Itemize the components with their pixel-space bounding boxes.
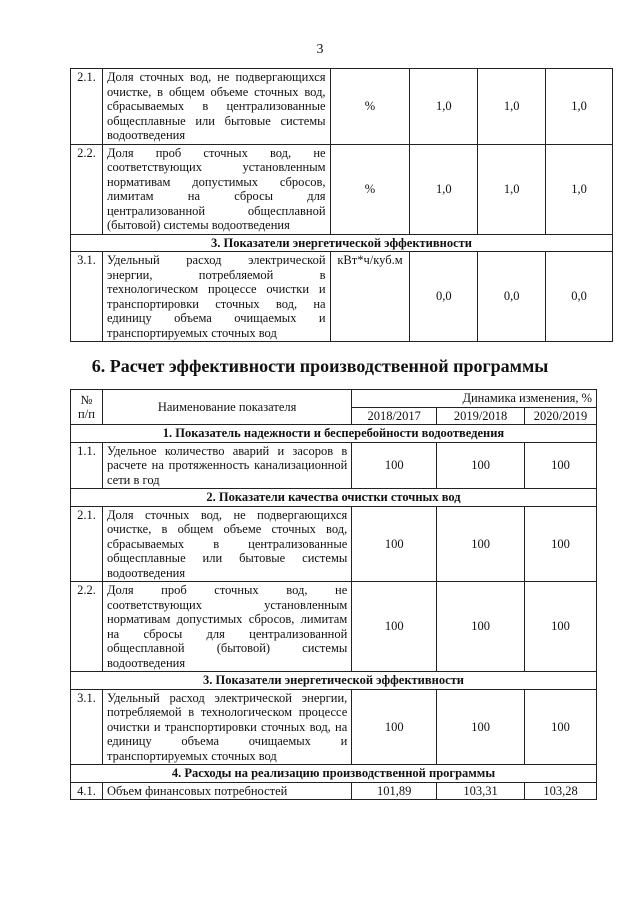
section-row — [71, 425, 597, 443]
section-title: 3. Показатели энергетической эффективности — [71, 672, 597, 690]
table-row — [71, 252, 613, 342]
section-row — [71, 765, 597, 783]
column-header-number-line2: п/п — [78, 407, 95, 421]
value-cell: 100 — [352, 689, 437, 765]
value-cell: 100 — [525, 582, 597, 672]
value-cell: 100 — [437, 689, 525, 765]
table-row — [71, 506, 597, 582]
column-header-period: 2019/2018 — [437, 407, 525, 425]
row-number: 2.1. — [71, 69, 103, 145]
efficiency-table — [70, 389, 597, 800]
value-cell: 100 — [525, 506, 597, 582]
column-header-number-line1: № — [80, 392, 93, 407]
value-cell: 100 — [525, 689, 597, 765]
value-cell: 0,0 — [478, 252, 546, 342]
indicators-table-continued — [70, 68, 613, 342]
value-cell: 100 — [352, 582, 437, 672]
section-row — [71, 489, 597, 507]
table-row — [71, 144, 613, 234]
unit-cell: % — [330, 69, 410, 145]
value-cell: 0,0 — [546, 252, 613, 342]
value-cell: 100 — [352, 506, 437, 582]
section-row — [71, 234, 613, 252]
value-cell: 1,0 — [410, 69, 478, 145]
value-cell: 103,31 — [437, 782, 525, 800]
section-row — [71, 672, 597, 690]
value-cell: 1,0 — [546, 69, 613, 145]
indicator-name: Доля сточных вод, не подвергающихся очистке, в общем объеме сточных вод, сбрасываемых в централизованные общесплавные или бытовые системы водоотведения — [102, 506, 351, 582]
indicator-name: Удельный расход электрической энергии, потребляемой в технологическом процессе очистки и транспортировки сточных вод, на единицу объема очищаемых и транспортируемых сточных вод — [102, 689, 351, 765]
value-cell: 1,0 — [478, 69, 546, 145]
row-number: 2.2. — [71, 144, 103, 234]
value-cell: 100 — [437, 442, 525, 489]
page-number: 3 — [316, 42, 324, 57]
row-number: 3.1. — [71, 689, 103, 765]
row-number: 3.1. — [71, 252, 103, 342]
table-row — [71, 582, 597, 672]
indicator-name: Доля проб сточных вод, не соответствующих установленным нормативам допустимых сбросов, лимитам на сбросы для централизованной общесплавной (бытовой) системы водоотведения — [102, 144, 330, 234]
value-cell: 100 — [437, 582, 525, 672]
indicator-name: Доля проб сточных вод, не соответствующих установленным нормативам допустимых сбросов, лимитам на сбросы для централизованной общесплавной (бытовой) системы водоотведения — [102, 582, 351, 672]
value-cell: 103,28 — [525, 782, 597, 800]
value-cell: 1,0 — [546, 144, 613, 234]
value-cell: 100 — [352, 442, 437, 489]
indicator-name: Удельный расход электрической энергии, потребляемой в технологическом процессе очистки и транспортировки сточных вод, на единицу объема очищаемых и транспортируемых сточных вод — [102, 252, 330, 342]
value-cell: 101,89 — [352, 782, 437, 800]
value-cell: 1,0 — [410, 144, 478, 234]
column-header-period: 2018/2017 — [352, 407, 437, 425]
section-heading: 6. Расчет эффективности производственной программы — [91, 356, 549, 376]
section-title: 3. Показатели энергетической эффективности — [71, 234, 613, 252]
column-header-name: Наименование показателя — [102, 390, 351, 425]
value-cell: 0,0 — [410, 252, 478, 342]
row-number: 1.1. — [71, 442, 103, 489]
table-row — [71, 442, 597, 489]
indicator-name: Объем финансовых потребностей — [102, 782, 351, 800]
row-number: 2.2. — [71, 582, 103, 672]
indicator-name: Доля сточных вод, не подвергающихся очистке, в общем объеме сточных вод, сбрасываемых в централизованные общесплавные или бытовые системы водоотведения — [102, 69, 330, 145]
value-cell: 100 — [437, 506, 525, 582]
column-header-period: 2020/2019 — [525, 407, 597, 425]
column-header-number — [71, 390, 103, 425]
indicator-name: Удельное количество аварий и засоров в расчете на протяженность канализационной сети в год — [102, 442, 351, 489]
row-number: 4.1. — [71, 782, 103, 800]
table-row — [71, 689, 597, 765]
unit-cell: кВт*ч/куб.м — [330, 252, 410, 342]
table-row — [71, 782, 597, 800]
column-header-dynamics: Динамика изменения, % — [352, 390, 597, 408]
row-number: 2.1. — [71, 506, 103, 582]
value-cell: 1,0 — [478, 144, 546, 234]
unit-cell: % — [330, 144, 410, 234]
section-title: 2. Показатели качества очистки сточных вод — [71, 489, 597, 507]
table-row — [71, 69, 613, 145]
value-cell: 100 — [525, 442, 597, 489]
section-title: 4. Расходы на реализацию производственной программы — [71, 765, 597, 783]
section-title: 1. Показатель надежности и бесперебойности водоотведения — [71, 425, 597, 443]
